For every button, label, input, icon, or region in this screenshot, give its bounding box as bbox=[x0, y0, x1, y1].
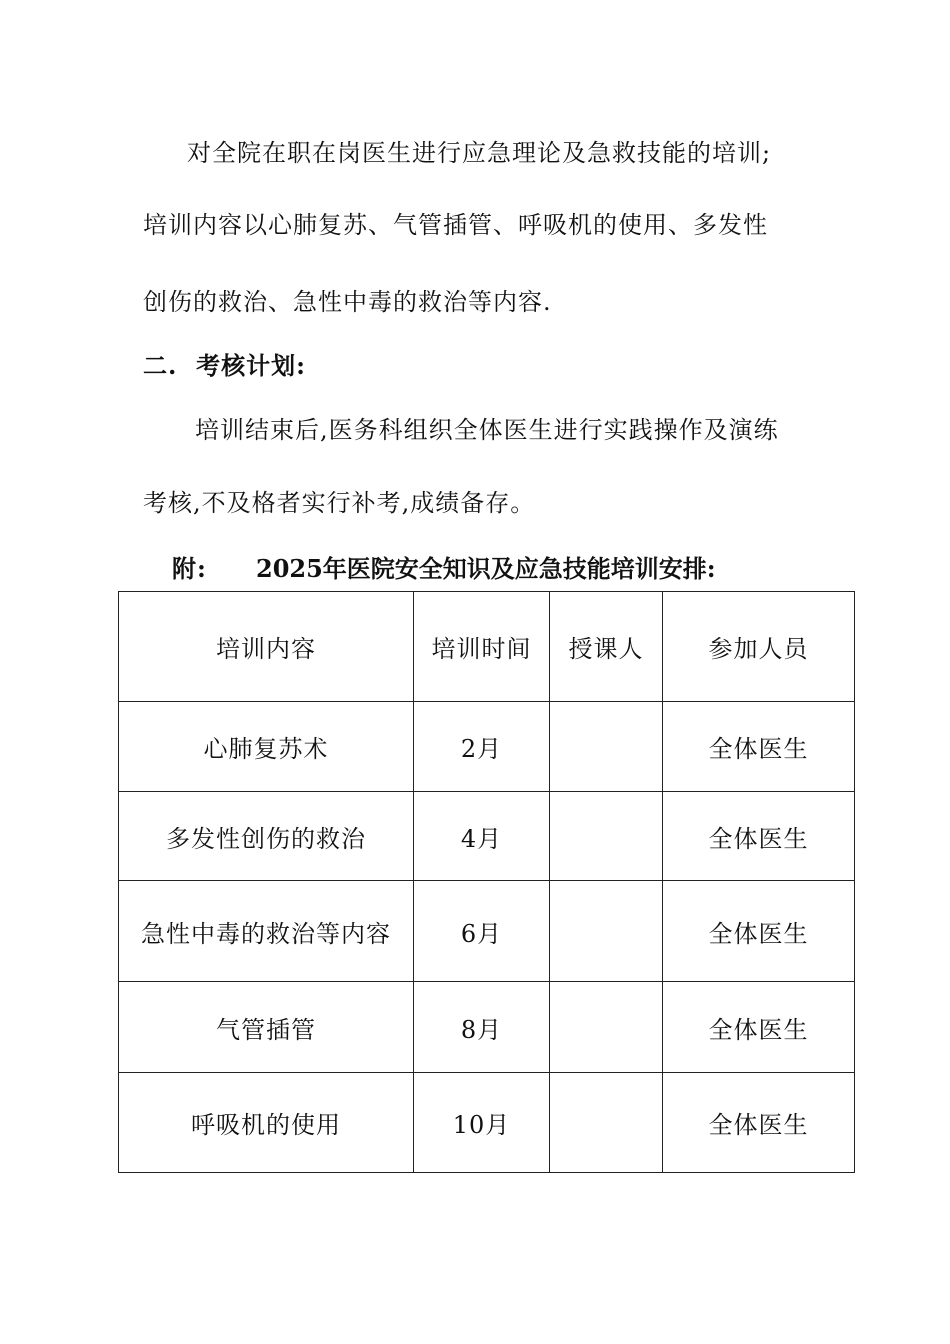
cell-time: 6月 bbox=[414, 881, 550, 982]
table-row bbox=[119, 1073, 855, 1173]
cell-instructor bbox=[550, 881, 663, 982]
section-heading: 二. 考核计划: bbox=[143, 351, 306, 380]
cell-content: 心肺复苏术 bbox=[119, 702, 414, 792]
training-schedule-table bbox=[118, 591, 855, 1173]
paragraph-line: 创伤的救治、急性中毒的救治等内容. bbox=[143, 288, 552, 316]
table-row bbox=[119, 702, 855, 792]
cell-time: 8月 bbox=[414, 982, 550, 1073]
header-time: 培训时间 bbox=[414, 592, 550, 702]
cell-content: 急性中毒的救治等内容 bbox=[119, 881, 414, 982]
paragraph-line: 培训结束后,医务科组织全体医生进行实践操作及演练 bbox=[195, 416, 779, 444]
header-participants: 参加人员 bbox=[663, 592, 855, 702]
cell-time: 10月 bbox=[414, 1073, 550, 1173]
cell-content: 呼吸机的使用 bbox=[119, 1073, 414, 1173]
cell-participants: 全体医生 bbox=[663, 702, 855, 792]
header-content: 培训内容 bbox=[119, 592, 414, 702]
paragraph-line: 考核,不及格者实行补考,成绩备存。 bbox=[143, 489, 536, 517]
header-instructor: 授课人 bbox=[550, 592, 663, 702]
cell-instructor bbox=[550, 702, 663, 792]
table-row bbox=[119, 881, 855, 982]
table-row bbox=[119, 792, 855, 881]
cell-content: 多发性创伤的救治 bbox=[119, 792, 414, 881]
appendix-title: 2025年医院安全知识及应急技能培训安排: bbox=[256, 554, 716, 583]
appendix-label: 附: bbox=[172, 554, 207, 583]
cell-instructor bbox=[550, 792, 663, 881]
cell-instructor bbox=[550, 1073, 663, 1173]
paragraph-line: 对全院在职在岗医生进行应急理论及急救技能的培训; bbox=[187, 139, 772, 167]
cell-time: 2月 bbox=[414, 702, 550, 792]
cell-participants: 全体医生 bbox=[663, 982, 855, 1073]
table-header-row bbox=[119, 592, 855, 702]
cell-time: 4月 bbox=[414, 792, 550, 881]
cell-instructor bbox=[550, 982, 663, 1073]
cell-participants: 全体医生 bbox=[663, 1073, 855, 1173]
cell-content: 气管插管 bbox=[119, 982, 414, 1073]
table-row bbox=[119, 982, 855, 1073]
paragraph-line: 培训内容以心肺复苏、气管插管、呼吸机的使用、多发性 bbox=[143, 211, 768, 239]
cell-participants: 全体医生 bbox=[663, 881, 855, 982]
cell-participants: 全体医生 bbox=[663, 792, 855, 881]
